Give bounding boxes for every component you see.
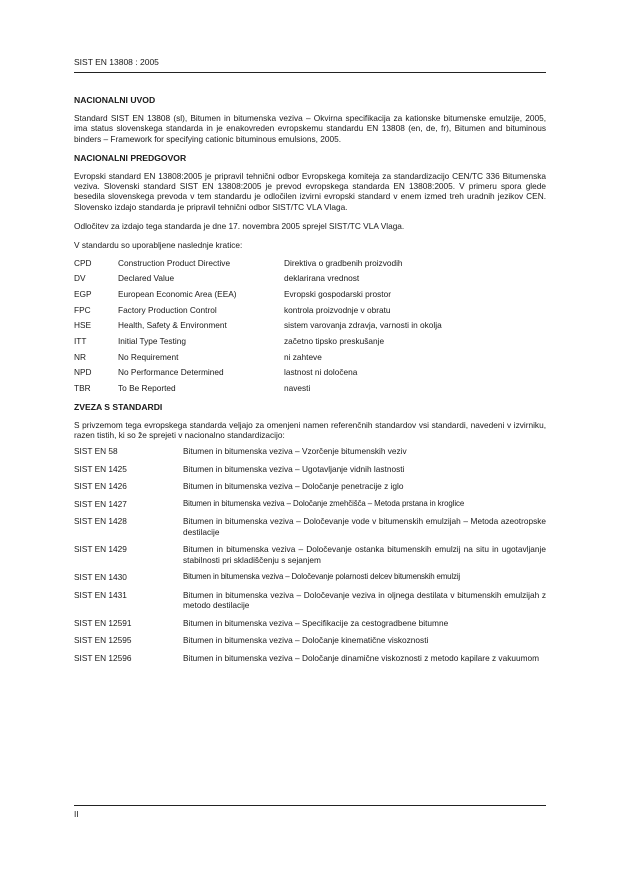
- standard-row: [74, 653, 546, 681]
- abbreviation-row: [74, 289, 546, 305]
- standard-row: [74, 572, 546, 590]
- heading-zveza-s-standardi: ZVEZA S STANDARDI: [74, 401, 163, 412]
- standard-row: [74, 499, 546, 517]
- standard-title: Bitumen in bitumenska veziva – Določanje zmehčišča – Metoda prstana in kroglice: [183, 498, 465, 508]
- abbr-code: ITT: [74, 336, 87, 347]
- abbr-slovene: začetno tipsko preskušanje: [284, 336, 385, 347]
- abbr-code: TBR: [74, 383, 91, 394]
- abbreviation-row: [74, 352, 546, 368]
- abbr-slovene: Evropski gospodarski prostor: [284, 289, 391, 300]
- standard-row: [74, 516, 546, 544]
- standard-code: SIST EN 12591: [74, 617, 132, 628]
- standard-title: Bitumen in bitumenska veziva – Določevanje polarnosti delcev bitumenskih emulzij: [183, 572, 461, 582]
- standard-row: [74, 446, 546, 464]
- abbr-english: Initial Type Testing: [118, 336, 186, 347]
- standard-title: Bitumen in bitumenska veziva – Določevanje vode v bitumenskih emulzijah – Metoda azeotropske destilacije: [183, 516, 546, 537]
- abbreviation-row: [74, 305, 546, 321]
- predgovor-paragraph-3: V standardu so uporabljene naslednje kratice:: [74, 240, 243, 251]
- abbr-code: FPC: [74, 304, 91, 315]
- standard-code: SIST EN 1426: [74, 481, 127, 492]
- standard-code: SIST EN 12596: [74, 652, 132, 663]
- standard-title: Bitumen in bitumenska veziva – Določanje kinematične viskoznosti: [183, 635, 429, 646]
- standard-title: Bitumen in bitumenska veziva – Določanje dinamične viskoznosti z metodo kapilare z vakuumom: [183, 652, 540, 663]
- abbr-code: CPD: [74, 257, 92, 268]
- standard-code: SIST EN 1427: [74, 498, 127, 509]
- abbr-english: No Requirement: [118, 351, 179, 362]
- standard-row: [74, 618, 546, 636]
- abbr-english: To Be Reported: [118, 383, 176, 394]
- abbr-code: DV: [74, 273, 86, 284]
- document-page: [74, 56, 546, 681]
- standard-code: SIST EN 1431: [74, 589, 127, 600]
- heading-nacionalni-predgovor: NACIONALNI PREDGOVOR: [74, 152, 187, 163]
- standard-code: SIST EN 58: [74, 446, 118, 457]
- abbreviation-row: [74, 320, 546, 336]
- standard-row: [74, 590, 546, 618]
- abbr-english: Health, Safety & Environment: [118, 320, 227, 331]
- page-footer: [74, 805, 546, 819]
- abbr-english: No Performance Determined: [118, 367, 224, 378]
- abbr-slovene: deklarirana vrednost: [284, 273, 360, 284]
- uvod-paragraph: Standard SIST EN 13808 (sl), Bitumen in bitumenska veziva – Okvirna specifikacija za kationske bitumenske emulzije, 2005, ima status slovenskega standarda in je enakovreden evropskemu standardu EN 13808 (en, de, fr), Bitumen and bituminous binders – Framework for specifying cationic bituminous emulsions, 2005.: [74, 113, 546, 144]
- heading-nacionalni-uvod: NACIONALNI UVOD: [74, 95, 156, 105]
- standard-code: SIST EN 1428: [74, 516, 127, 527]
- standard-code: SIST EN 1429: [74, 544, 127, 555]
- footer-rule: [74, 805, 546, 806]
- predgovor-paragraph-1: Evropski standard EN 13808:2005 je pripravil tehnični odbor Evropskega komiteja za standardizacijo CEN/TC 336 Bitumenska veziva. Slovenski standard SIST EN 13808:2005 je prevod evropskega standarda EN 13808:2005. V primeru spora glede besedila slovenskega prevoda v tem standardu je odločilen izvirni evropski standard v enem izmed treh uradnih jezikov CEN. Slovensko izdajo standarda je pripravil tehnični odbor SIST/TC VLA Vlaga.: [74, 170, 546, 212]
- abbr-slovene: ni zahteve: [284, 351, 322, 362]
- standard-row: [74, 481, 546, 499]
- abbr-code: NR: [74, 351, 86, 362]
- abbreviation-row: [74, 258, 546, 274]
- abbreviation-row: [74, 336, 546, 352]
- abbreviation-row: [74, 273, 546, 289]
- abbr-english: Factory Production Control: [118, 304, 217, 315]
- standard-title: Bitumen in bitumenska veziva – Specifikacije za cestogradbene bitumne: [183, 617, 449, 628]
- standard-code: SIST EN 1425: [74, 463, 127, 474]
- abbr-english: Declared Value: [118, 273, 175, 284]
- standard-title: Bitumen in bitumenska veziva – Vzorčenje bitumenskih veziv: [183, 446, 407, 457]
- abbr-code: HSE: [74, 320, 92, 331]
- standard-code: SIST EN 1430: [74, 572, 127, 583]
- standards-list: [74, 446, 546, 681]
- running-header: SIST EN 13808 : 2005: [74, 57, 159, 67]
- predgovor-paragraph-2: Odločitev za izdajo tega standarda je dne 17. novembra 2005 sprejel SIST/TC VLA Vlaga.: [74, 221, 405, 232]
- abbreviations-list: [74, 258, 546, 399]
- header-rule: [74, 72, 546, 73]
- standard-title: Bitumen in bitumenska veziva – Določevanje ostanka bitumenskih emulzij na situ in ugotavljanje stabilnosti pri skladiščenju s sejanjem: [183, 544, 546, 565]
- standard-title: Bitumen in bitumenska veziva – Določevanje veziva in oljnega destilata v bitumenskih emulzijah z metodo destilacije: [183, 589, 546, 611]
- standard-title: Bitumen in bitumenska veziva – Ugotavljanje vidnih lastnosti: [183, 463, 405, 474]
- abbr-english: European Economic Area (EEA): [118, 289, 237, 300]
- standard-row: [74, 544, 546, 572]
- standard-row: [74, 635, 546, 653]
- abbr-english: Construction Product Directive: [118, 257, 231, 268]
- abbr-slovene: lastnost ni določena: [284, 367, 358, 378]
- standard-code: SIST EN 12595: [74, 635, 132, 646]
- abbr-code: EGP: [74, 289, 92, 300]
- zveza-intro: S privzemom tega evropskega standarda veljajo za omenjeni namen referenčnih standardov vsi standardi, navedeni v izvirniku, razen tistih, ki so že sprejeti v nacionalno standardizacijo:: [74, 419, 546, 441]
- abbr-code: NPD: [74, 367, 92, 378]
- standard-title: Bitumen in bitumenska veziva – Določanje penetracije z iglo: [183, 481, 404, 492]
- abbreviation-row: [74, 383, 546, 399]
- abbr-slovene: kontrola proizvodnje v obratu: [284, 304, 391, 315]
- abbr-slovene: sistem varovanja zdravja, varnosti in okolja: [284, 320, 442, 331]
- abbreviation-row: [74, 367, 546, 383]
- page-number: II: [74, 809, 79, 819]
- standard-row: [74, 464, 546, 482]
- abbr-slovene: Direktiva o gradbenih proizvodih: [284, 257, 403, 268]
- abbr-slovene: navesti: [284, 383, 311, 394]
